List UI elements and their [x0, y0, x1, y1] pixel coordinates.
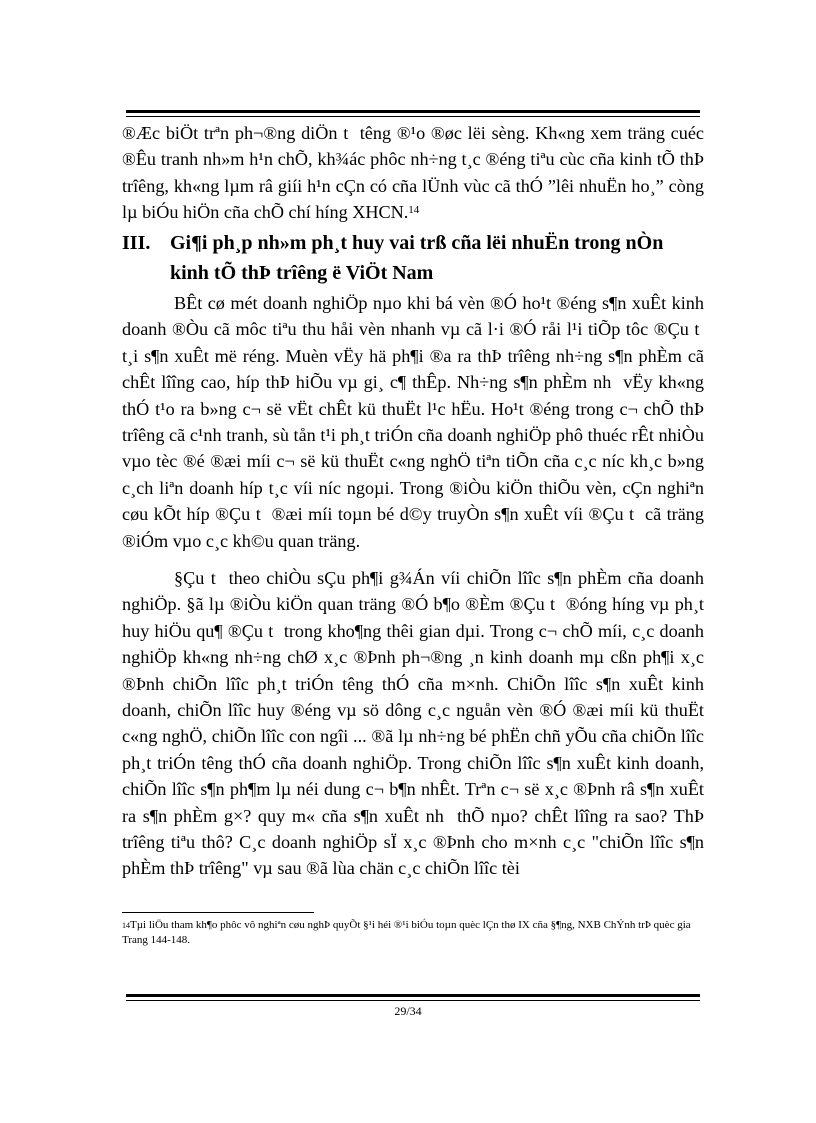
footnote	[122, 918, 704, 948]
paragraph-intro	[122, 120, 704, 226]
footer-rule-thin	[126, 1000, 700, 1001]
section-number: III.	[122, 232, 151, 254]
paragraph-intro-text: ®Æc biÖt trªn ph¬®ng diÖn t têng ®¹o ®øc lëi sèng. Kh«ng xem träng cuéc ®Êu tranh nh»m h¹n chÕ, kh¾ác phôc nh÷ng t¸c ®éng tiªu cùc cña kinh tÕ thÞ trîêng, kh«ng lµm râ giíi h¹n cÇn có cña lÜnh vùc cã thÓ ”lêi nhuËn ho¸” còng lµ biÓu hiÖn cña chÕ chí híng XHCN.	[122, 123, 704, 223]
footnote-separator	[122, 912, 314, 913]
paragraph-investment: BÊt cø mét doanh nghiÖp nµo khi bá vèn ®Ó ho¹t ®éng s¶n xuÊt kinh doanh ®Òu cã môc tiªu thu håi vèn nhanh vµ cã l·i ®Ó råi l¹i tiÕp tôc ®Çu t t¸i s¶n xuÊt më réng. Muèn vËy hä ph¶i ®a ra thÞ trîêng nh÷ng s¶n phÈm cã chÊt lîîng cao, híp thÞ hiÕu vµ gi¸ c¶ thÊp. Nh÷ng s¶n phÈm nh vËy kh«ng thÓ t¹o ra b»ng c¬ së vËt chÊt kü thuËt l¹c hËu. Ho¹t ®éng trong c¬ chÕ thÞ trîêng cã c¹nh tranh, sù tån t¹i ph¸t triÓn cña doanh nghiÖp phô thuéc rÊt nhiÒu vµo tèc ®é ®æi míi c¬ së kü thuËt c«ng nghÖ tiªn tiÕn cña c¸c níc kh¸c b»ng c¸ch liªn doanh híp t¸c víi níc ngoµi. Trong ®iÒu kiÖn thiÕu vèn, cÇn nghiªn cøu kÕt híp ®Çu t ®æi míi toµn bé d©y truyÒn s¶n xuÊt víi ®Çu t cã träng ®iÓm vµo c¸c kh©u quan träng.	[122, 293, 704, 551]
section-title-line1: Gi¶i ph¸p nh»m ph¸t huy vai trß cña lëi nhuËn trong nÒn	[170, 232, 664, 254]
footer-rule-thick	[126, 994, 700, 997]
page-number: 29/34	[394, 1004, 422, 1018]
footnote-ref[interactable]: 14	[408, 204, 420, 217]
header-rule-thin	[126, 116, 700, 117]
paragraph-strategy: §Çu t theo chiÒu sÇu ph¶i g¾Án víi chiÕn lîîc s¶n phÈm cña doanh nghiÖp. §ã lµ ®iÒu kiÖn quan träng ®Ó b¶o ®Èm ®Çu t ®óng híng vµ ph¸t huy hiÖu qu¶ ®Çu t trong kho¶ng thêi gian dµi. Trong c¬ chÕ míi, c¸c doanh nghiÖp kh«ng nh÷ng chØ x¸c ®Þnh ph¬®ng ¸n kinh doanh mµ cßn ph¶i x¸c ®Þnh chiÕn lîîc ph¸t triÓn têng thÓ cña m×nh. ChiÕn lîîc s¶n xuÊt kinh doanh, chiÕn lîîc huy ®éng vµ sö dông c¸c nguån vèn ®Ó ®æi míi kü thuËt c«ng nghÖ, chiÕn lîîc con ngîi ... ®ã lµ nh÷ng bé phËn chñ yÕu cña chiÕn lîîc ph¸t triÓn têng thÓ cña doanh nghiÖp. Trong chiÕn lîîc s¶n xuÊt kinh doanh, chiÕn lîîc s¶n ph¶m lµ néi dung c¬ b¶n nhÊt. Trªn c¬ së x¸c ®Þnh râ s¶n xuÊt ra s¶n phÈm g×? quy m« cña s¶n xuÊt nh thÕ nµo? chÊt lîîng ra sao? ThÞ trîêng tiªu thô? C¸c doanh nghiÖp sÏ x¸c ®Þnh cho m×nh c¸c "chiÕn lîîc s¶n phÈm thÞ trîêng" vµ sau ®ã lùa chän c¸c chiÕn lîîc tèi	[122, 568, 704, 879]
footnote-text: Tµi liÖu tham kh¶o phôc vô nghiªn cøu nghÞ quyÕt §¹i héi ®¹i biÓu toµn quèc lÇn thø IX cña §¶ng, NXB ChÝnh trÞ quèc gia Trang 144-148.	[122, 919, 691, 946]
header-rule-thick	[126, 110, 700, 113]
section-title-line2: kinh tÕ thÞ trîêng ë ViÖt Nam	[170, 262, 434, 284]
footnote-mark: 14	[122, 921, 130, 930]
section-heading	[122, 228, 704, 288]
